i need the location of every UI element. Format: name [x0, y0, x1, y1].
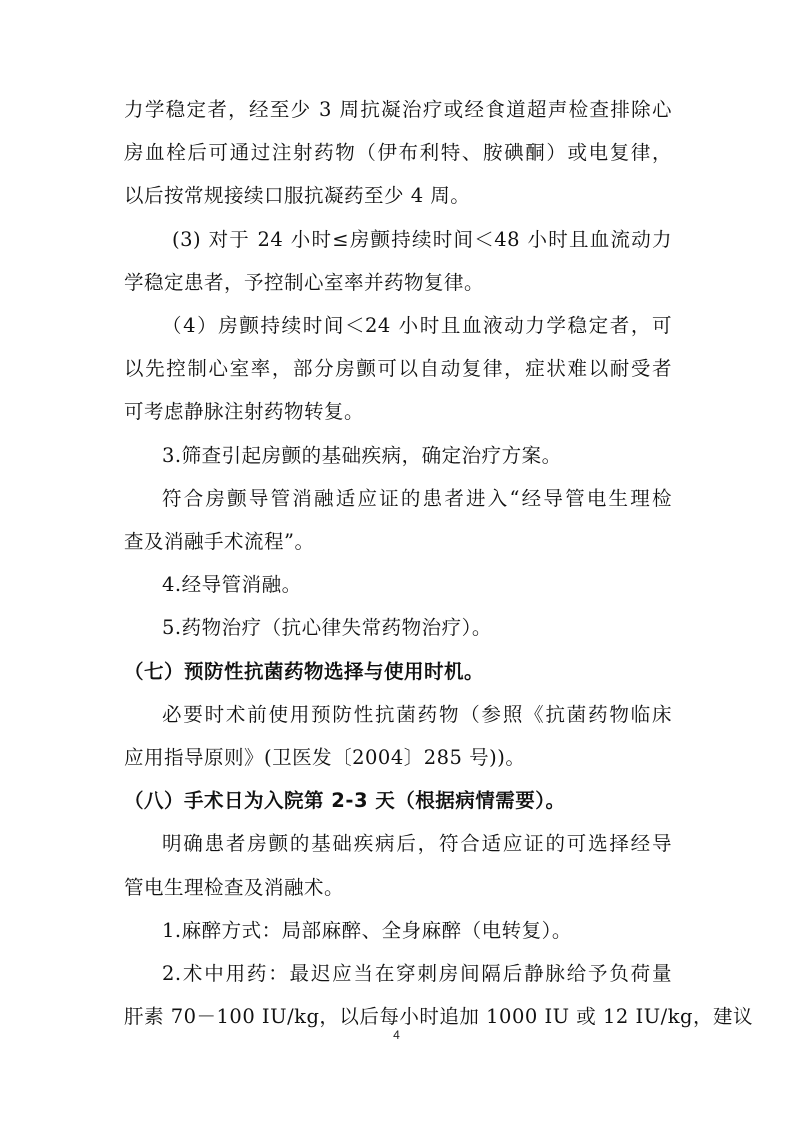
paragraph-line: 力学稳定者，经至少 3 周抗凝治疗或经食道超声检查排除心 [124, 98, 672, 121]
paragraph-line: 可考虑静脉注射药物转复。 [124, 400, 365, 423]
paragraph-line: 符合房颤导管消融适应证的患者进入“经导管电生理检 [162, 487, 672, 510]
paragraph-line: 房血栓后可通过注射药物（伊布利特、胺碘酮）或电复律， [124, 141, 672, 164]
paragraph-line: 4.经导管消融。 [162, 573, 302, 596]
section-heading: （八）手术日为入院第 2-3 天（根据病情需要）。 [124, 789, 566, 812]
paragraph-line: 以先控制心室率，部分房颤可以自动复律，症状难以耐受者 [124, 357, 672, 380]
paragraph-line: 3.筛查引起房颤的基础疾病，确定治疗方案。 [162, 444, 562, 467]
paragraph-line: (3) 对于 24 小时≤房颤持续时间＜48 小时且血流动力 [172, 228, 672, 251]
paragraph-line: 查及消融手术流程”。 [124, 530, 315, 553]
section-heading: （七）预防性抗菌药物选择与使用时机。 [124, 660, 485, 683]
paragraph-line: 学稳定患者，予控制心室率并药物复律。 [124, 271, 485, 294]
paragraph-line: 应用指导原则》(卫医发〔2004〕285 号))。 [124, 746, 526, 769]
paragraph-line: 以后按常规接续口服抗凝药至少 4 周。 [124, 184, 471, 207]
paragraph-line: （4）房颤持续时间＜24 小时且血液动力学稳定者，可 [162, 314, 672, 337]
paragraph-line: 肝素 70－100 IU/kg，以后每小时追加 1000 IU 或 12 IU/kg，建议 [124, 1005, 754, 1028]
paragraph-line: 管电生理检查及消融术。 [124, 876, 345, 899]
paragraph-line: 必要时术前使用预防性抗菌药物（参照《抗菌药物临床 [162, 703, 672, 726]
page-number: 4 [393, 1028, 400, 1042]
paragraph-line: 2.术中用药：最迟应当在穿刺房间隔后静脉给予负荷量 [162, 962, 672, 985]
paragraph-line: 5.药物治疗（抗心律失常药物治疗）。 [162, 616, 492, 639]
paragraph-line: 明确患者房颤的基础疾病后，符合适应证的可选择经导 [162, 832, 672, 855]
paragraph-line: 1.麻醉方式：局部麻醉、全身麻醉（电转复）。 [162, 919, 572, 942]
